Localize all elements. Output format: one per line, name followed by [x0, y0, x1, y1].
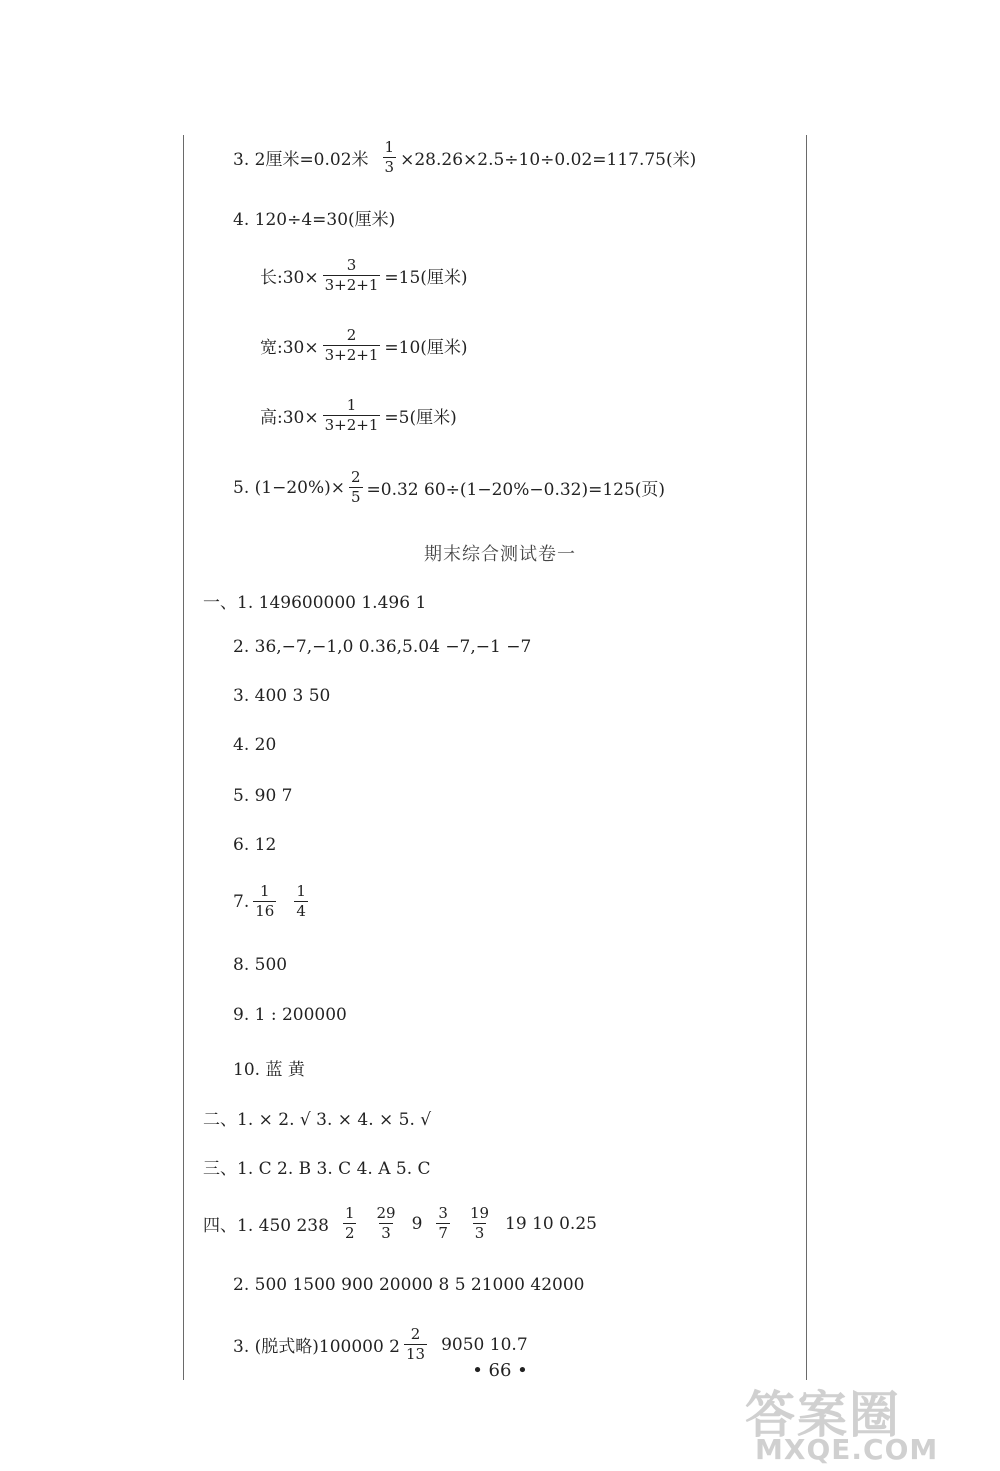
part4-line2-text: 2. 500 1500 900 20000 8 5 21000 42000: [233, 1275, 585, 1295]
fraction: $\frac{2}{3+2+1}$: [324, 326, 379, 364]
fraction: $\frac{1}{16}$: [255, 882, 275, 920]
fraction: $\frac{19}{3}$: [469, 1204, 490, 1242]
section-title: 期末综合测试卷一: [424, 544, 576, 565]
length-result: =15(厘米): [384, 268, 468, 288]
part1-line2-text: 2. 36,−7,−1,0 0.36,5.04 −7,−1 −7: [233, 637, 532, 657]
answer-3-text-a: 3. 2厘米=0.02米: [233, 150, 369, 170]
answer-3-text-b: ×28.26×2.5÷10÷0.02=117.75(米): [400, 150, 697, 170]
answer-5-text-a: 5. (1−20%)×: [233, 477, 345, 498]
part1-line5: [233, 786, 292, 806]
watermark-logo: [745, 1375, 985, 1470]
answer-4-length: [260, 258, 468, 293]
part4-line3-text-b: 9050 10.7: [441, 1334, 528, 1355]
answer-4: [233, 205, 395, 230]
answer-4-height: [260, 398, 457, 433]
part2-text: 二、1. × 2. √ 3. × 4. × 5. √: [203, 1110, 432, 1130]
fraction: $\frac{1}{3+2+1}$: [324, 396, 379, 434]
part3-text: 三、1. C 2. B 3. C 4. A 5. C: [203, 1159, 431, 1179]
part1-line8-text: 8. 500: [233, 955, 288, 975]
watermark-line2: MXQE.COM: [755, 1433, 939, 1466]
fraction: $\frac{2}{13}$: [406, 1325, 426, 1363]
part1-line9-text: 9. 1 : 200000: [233, 1005, 347, 1025]
watermark-line1: 答案圈: [745, 1386, 901, 1444]
fraction: $\frac{3}{7}$: [438, 1204, 448, 1242]
part1-line1: [203, 588, 426, 613]
fraction: $\frac{3}{3+2+1}$: [324, 256, 379, 294]
part1-line6-text: 6. 12: [233, 835, 277, 855]
part1-line1-text: 一、1. 149600000 1.496 1: [203, 593, 427, 613]
fraction: $\frac{1}{2}$: [344, 1204, 355, 1242]
part1-line7-text: 7.: [233, 891, 250, 912]
part1-line7: [233, 884, 312, 919]
part4-line2: [233, 1275, 584, 1295]
part1-line10: [233, 1055, 305, 1080]
part4-line1-text-b: 19 10 0.25: [505, 1213, 597, 1234]
answer-4-text: 4. 120÷4=30(厘米): [233, 210, 396, 230]
part1-line3: [233, 686, 330, 706]
page-number: • 66 •: [472, 1360, 528, 1381]
part4-line3: [233, 1327, 528, 1362]
part1-line8: [233, 955, 287, 975]
fraction: $\frac{1}{3}$: [384, 138, 395, 176]
length-label: 长:30×: [260, 268, 319, 288]
part1-line10-text: 10. 蓝 黄: [233, 1060, 305, 1080]
answer-3: [233, 140, 696, 175]
right-margin-line: [806, 135, 807, 1380]
part2-line: [203, 1105, 431, 1130]
part1-line5-text: 5. 90 7: [233, 786, 293, 806]
fraction: $\frac{2}{5}$: [350, 468, 361, 506]
width-label: 宽:30×: [260, 338, 319, 358]
part1-line9: [233, 1005, 347, 1025]
left-margin-line: [183, 135, 184, 1380]
part1-line3-text: 3. 400 3 50: [233, 686, 331, 706]
height-label: 高:30×: [260, 408, 319, 428]
fraction: $\frac{1}{4}$: [296, 882, 306, 920]
part4-value: 9: [411, 1213, 423, 1234]
fraction: $\frac{29}{3}$: [376, 1204, 396, 1242]
answer-5-text-b: =0.32 60÷(1−20%−0.32)=125(页): [366, 480, 666, 500]
height-result: =5(厘米): [384, 408, 457, 428]
part1-line6: [233, 835, 276, 855]
part4-line1-text-a: 四、1. 450 238: [203, 1216, 329, 1236]
part1-line4: [233, 735, 276, 755]
part1-line4-text: 4. 20: [233, 735, 277, 755]
width-result: =10(厘米): [384, 338, 468, 358]
answer-5: [233, 470, 665, 505]
answer-4-width: [260, 328, 468, 363]
part3-line: [203, 1154, 431, 1179]
part1-line2: [233, 637, 531, 657]
part4-line3-text-a: 3. (脱式略)100000 2: [233, 1337, 401, 1357]
part4-line1: [203, 1206, 597, 1241]
